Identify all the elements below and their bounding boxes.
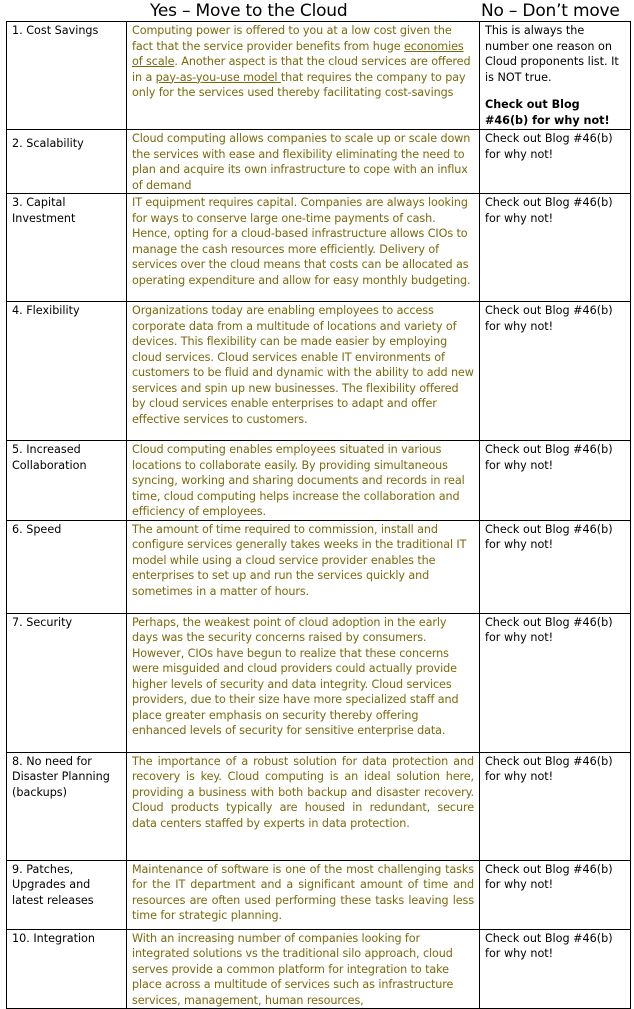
- topic-line: Upgrades and: [12, 878, 91, 891]
- table-row: [7, 441, 631, 521]
- yes-cell: Cloud computing enables employees situated in various locations to collaborate easily. By providing simultaneous syncing, working and sharing documents and records in real time, cloud computing helps increase the collaboration and efficiency of employees.: [127, 441, 480, 521]
- yes-cell: The amount of time required to commission, install and configure services generally takes weeks in the traditional IT model while using a cloud service provider enables the enterprises to set up and run the services quickly and sometimes in a matter of hours.: [127, 520, 480, 613]
- comparison-table: [6, 21, 631, 1009]
- topic-cell: [7, 752, 127, 860]
- yes-text: that requires the company to pay only for the services used thereby facilitating cost-savings: [132, 70, 466, 99]
- yes-text: . Another aspect is that the cloud services are offered in a: [132, 55, 471, 84]
- topic-line: Disaster Planning: [12, 770, 110, 783]
- yes-cell: IT equipment requires capital. Companies are always looking for ways to conserve large one-time payments of cash. Hence, opting for a cloud-based infrastructure allows CIOs to manage the cash resources more efficiently. Delivery of services over the cloud means that costs can be allocated as operating expenditure and allow for easy monthly budgeting.: [127, 194, 480, 302]
- column-headers: [0, 0, 634, 22]
- topic-cell: 2. Scalability: [7, 130, 127, 194]
- yes-cell: Maintenance of software is one of the most challenging tasks for the IT department and a significant amount of time and resources are often used performing these tasks leaving less time for strategic planning.: [127, 860, 480, 929]
- table-row: [7, 22, 631, 130]
- yes-text: Computing power is offered to you at a low cost given the fact that the service provider benefits from huge: [132, 24, 452, 53]
- topic-line: 3. Capital: [12, 196, 66, 209]
- topic-cell: 6. Speed: [7, 520, 127, 613]
- no-blog-reference: Check out Blog #46(b) for why not!: [485, 98, 610, 127]
- table-row: [7, 613, 631, 752]
- topic-line: latest releases: [12, 893, 94, 907]
- no-cell: Check out Blog #46(b) for why not!: [480, 752, 631, 860]
- topic-cell: 10. Integration: [7, 929, 127, 1009]
- topic-line: 9. Patches,: [12, 862, 74, 876]
- no-text: This is always the number one reason on Cloud proponents list. It is NOT true.: [485, 24, 619, 84]
- economies-of-scale-link[interactable]: economies of scale: [132, 39, 464, 68]
- topic-cell: 7. Security: [7, 613, 127, 752]
- yes-cell: With an increasing number of companies looking for integrated solutions vs the traditional silo approach, cloud serves provide a common platform for integration to take place across a multitude of services such as infrastructure services, management, human resources,: [127, 929, 480, 1009]
- no-cell: Check out Blog #46(b) for why not!: [480, 130, 631, 194]
- no-cell: Check out Blog #46(b) for why not!: [480, 194, 631, 302]
- no-cell: Check out Blog #46(b) for why not!: [480, 929, 631, 1009]
- topic-cell: [7, 860, 127, 929]
- no-cell: Check out Blog #46(b) for why not!: [480, 520, 631, 613]
- topic-cell: [7, 441, 127, 521]
- no-cell: Check out Blog #46(b) for why not!: [480, 302, 631, 441]
- yes-cell: Perhaps, the weakest point of cloud adoption in the early days was the security concerns raised by consumers. However, CIOs have begun to realize that these concerns were misguided and cloud providers could actually provide higher levels of security and data integrity. Cloud services providers, due to their size have more specialized staff and place greater emphasis on security thereby offering enhanced levels of security for sensitive enterprise data.: [127, 613, 480, 752]
- table-row: [7, 752, 631, 860]
- topic-line: Investment: [12, 211, 76, 225]
- yes-cell: Cloud computing allows companies to scale up or scale down the services with ease and flexibility eliminating the need to plan and acquire its own infrastructure to cope with an influx of demand: [127, 130, 480, 194]
- yes-cell: Organizations today are enabling employees to access corporate data from a multitude of locations and variety of devices. This flexibility can be made easier by employing cloud services. Cloud services enable IT environments of customers to be fluid and dynamic with the ability to add new services and spin up new businesses. The flexibility offered by cloud services enable enterprises to adapt and offer effective services to customers.: [127, 302, 480, 441]
- topic-line: Collaboration: [12, 458, 87, 472]
- no-cell: Check out Blog #46(b) for why not!: [480, 613, 631, 752]
- table-row: [7, 929, 631, 1009]
- pay-as-you-use-link[interactable]: pay-as-you-use model: [155, 70, 281, 84]
- yes-cell: The importance of a robust solution for data protection and recovery is key. Cloud computing is an ideal solution here, providing a business with both backup and disaster recovery. Cloud products typically are housed in redundant, secure data centers staffed by experts in data protection.: [127, 752, 480, 860]
- yes-cell: [127, 22, 480, 130]
- no-cell: [480, 22, 631, 130]
- no-cell: Check out Blog #46(b) for why not!: [480, 441, 631, 521]
- table-row: [7, 130, 631, 194]
- header-yes: Yes – Move to the Cloud: [150, 1, 348, 21]
- topic-line: 8. No need for: [12, 754, 92, 768]
- table-row: [7, 860, 631, 929]
- table-row: [7, 520, 631, 613]
- topic-cell: 1. Cost Savings: [7, 22, 127, 130]
- header-no: No – Don’t move: [481, 1, 620, 21]
- topic-line: (backups): [12, 785, 67, 799]
- table-row: [7, 194, 631, 302]
- topic-line: 5. Increased: [12, 443, 81, 456]
- topic-cell: 4. Flexibility: [7, 302, 127, 441]
- table-row: [7, 302, 631, 441]
- topic-cell: [7, 194, 127, 302]
- no-cell: Check out Blog #46(b) for why not!: [480, 860, 631, 929]
